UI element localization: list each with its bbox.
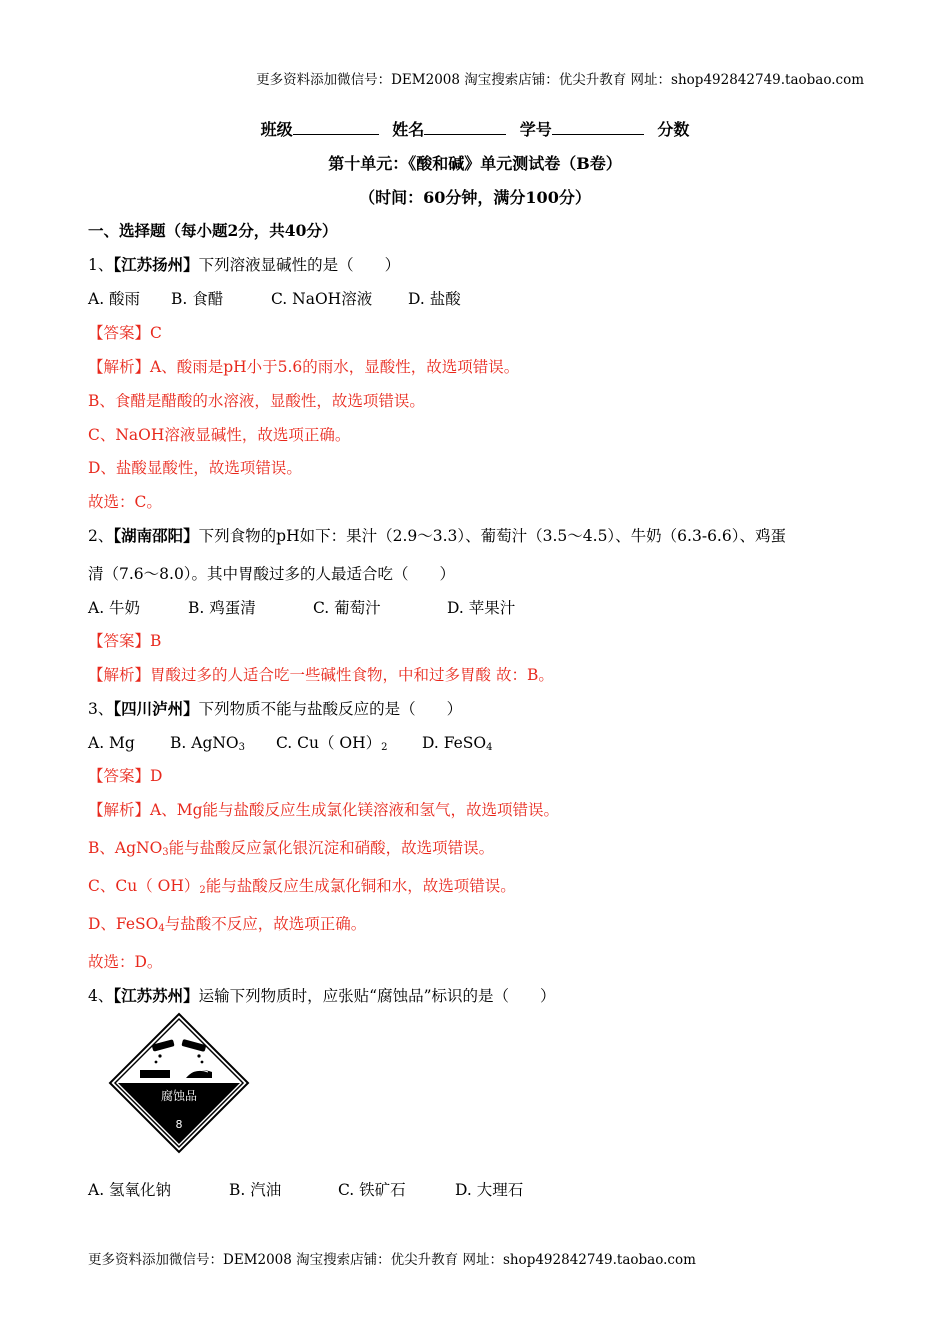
q2-analysis <box>88 663 554 685</box>
q1-analysis-a <box>88 355 519 377</box>
q3-analysis-a <box>88 798 559 820</box>
sign-label: 腐蚀品 <box>160 1089 198 1103</box>
q1-stem-text: 下列溶液显碱性的是（ ） <box>198 256 401 274</box>
q4-stem-text: 运输下列物质时，应张贴“腐蚀品”标识的是（ ） <box>198 987 556 1005</box>
q3-option-a: A. Mg <box>88 734 135 752</box>
top-banner: 更多资料添加微信号：DEM2008 淘宝搜索店铺：优尖升教育 网址：shop492842749.taobao.com <box>256 72 864 88</box>
exam-title: 第十单元：《酸和碱》单元测试卷（B卷） <box>328 154 622 173</box>
q1-conclusion: 故选：C。 <box>88 493 162 511</box>
q1-analysis-label: 【解析】 <box>88 358 151 376</box>
q2-analysis-label: 【解析】 <box>88 666 151 684</box>
q3-answer-value: D <box>150 767 163 785</box>
q1-option-a: A. 酸雨 <box>88 290 141 308</box>
q3-conclusion: 故选：D。 <box>88 953 163 971</box>
q3-source: 【四川泸州】 <box>113 699 199 718</box>
q2-analysis-text: 胃酸过多的人适合吃一些碱性食物，中和过多胃酸 故：B。 <box>150 666 554 684</box>
q2-answer-label: 【答案】 <box>88 632 151 650</box>
q1-stem <box>88 253 400 275</box>
q3-answer-label: 【答案】 <box>88 767 151 785</box>
q3-analysis-label: 【解析】 <box>88 801 151 819</box>
id-label: 学号 <box>519 120 552 139</box>
q3-number: 3、 <box>88 700 114 718</box>
q2-number: 2、 <box>88 527 114 545</box>
q4-options <box>88 1178 523 1200</box>
q2-answer <box>88 629 161 651</box>
student-info-line <box>0 117 950 140</box>
q4-option-c: C. 铁矿石 <box>338 1181 406 1199</box>
q3-options <box>88 731 493 753</box>
q4-number: 4、 <box>88 987 114 1005</box>
q4-option-d: D. 大理石 <box>455 1181 524 1199</box>
q1-options <box>88 287 461 309</box>
exam-time-info: （时间：60分钟，满分100分） <box>359 188 591 207</box>
q1-number: 1、 <box>88 256 114 274</box>
q4-option-a: A. 氢氧化钠 <box>88 1181 172 1199</box>
q4-option-b: B. 汽油 <box>229 1181 282 1199</box>
q2-stem-line2: 清（7.6～8.0）。其中胃酸过多的人最适合吃（ ） <box>88 565 456 583</box>
q3-answer <box>88 764 162 786</box>
q3-analysis-b: B、AgNO$_3$能与盐酸反应氯化银沉淀和硝酸，故选项错误。 <box>88 839 495 858</box>
id-blank <box>552 120 644 135</box>
class-label: 班级 <box>260 120 293 139</box>
q2-answer-value: B <box>150 632 162 650</box>
q2-stem-line1 <box>88 524 786 546</box>
q1-answer-value: C <box>150 324 162 342</box>
q3-analysis-a-text: A、Mg能与盐酸反应生成氯化镁溶液和氢气，故选项错误。 <box>150 801 560 819</box>
q3-stem <box>88 697 462 719</box>
q3-option-b: B. AgNO$_3$ <box>170 734 246 753</box>
q2-source: 【湖南邵阳】 <box>113 526 199 545</box>
q4-stem <box>88 984 556 1006</box>
q1-source: 【江苏扬州】 <box>113 255 199 274</box>
q1-option-d: D. 盐酸 <box>408 290 461 308</box>
name-label: 姓名 <box>392 120 425 139</box>
q2-option-a: A. 牛奶 <box>88 599 141 617</box>
q3-option-c: C. Cu（ $OH)_2$ <box>276 734 388 753</box>
corrosive-sign-icon <box>108 1012 250 1154</box>
q1-option-c: C. NaOH溶液 <box>271 290 373 308</box>
score-label: 分数 <box>657 120 690 139</box>
bottom-banner: 更多资料添加微信号：DEM2008 淘宝搜索店铺：优尖升教育 网址：shop492842749.taobao.com <box>88 1252 696 1268</box>
sign-number: 8 <box>175 1118 183 1131</box>
q3-analysis-c: C、Cu（ $OH)_2$能与盐酸反应生成氯化铜和水，故选项错误。 <box>88 877 516 896</box>
q1-option-b: B. 食醋 <box>171 290 224 308</box>
q2-option-c: C. 葡萄汁 <box>313 599 381 617</box>
q1-analysis-b: B、食醋是醋酸的水溶液，显酸性，故选项错误。 <box>88 392 425 410</box>
q2-stem-text: 下列食物的pH如下：果汁（2.9～3.3）、葡萄汁（3.5～4.5）、牛奶（6.3-6.6）、鸡蛋 <box>198 527 786 545</box>
q2-option-b: B. 鸡蛋清 <box>188 599 256 617</box>
q1-answer <box>88 321 162 343</box>
class-blank <box>293 120 379 135</box>
q2-options <box>88 596 515 618</box>
q1-analysis-a-text: A、酸雨是pH小于5.6的雨水，显酸性，故选项错误。 <box>150 358 520 376</box>
section-title: 一、选择题（每小题2分，共40分） <box>88 221 338 240</box>
q1-analysis-d: D、盐酸显酸性，故选项错误。 <box>88 459 302 477</box>
name-blank <box>424 120 506 135</box>
q3-analysis-d: D、FeSO$_4$与盐酸不反应，故选项正确。 <box>88 915 367 934</box>
q3-option-d: D. FeSO$_4$ <box>422 734 493 753</box>
q2-option-d: D. 苹果汁 <box>447 599 516 617</box>
q4-source: 【江苏苏州】 <box>113 986 199 1005</box>
q1-answer-label: 【答案】 <box>88 324 151 342</box>
q1-analysis-c: C、NaOH溶液显碱性，故选项正确。 <box>88 426 351 444</box>
q3-stem-text: 下列物质不能与盐酸反应的是（ ） <box>198 700 463 718</box>
